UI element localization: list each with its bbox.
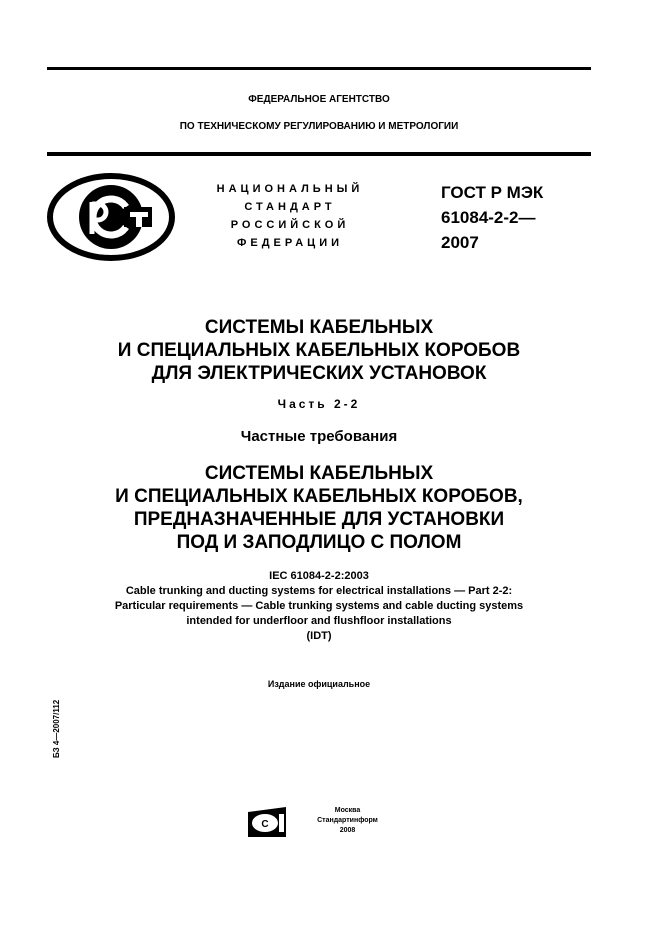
label-line: РОССИЙСКОЙ	[230, 219, 350, 231]
publisher-block	[300, 806, 395, 836]
designation-line: 61084-2-2—	[441, 208, 536, 227]
title-line: И СПЕЦИАЛЬНЫХ КАБЕЛЬНЫХ КОРОБОВ,	[115, 486, 523, 507]
part-label: Часть 2-2	[277, 397, 361, 411]
publisher-year: 2008	[339, 827, 356, 834]
top-rule	[47, 67, 591, 70]
agency-line-2: ПО ТЕХНИЧЕСКОМУ РЕГУЛИРОВАНИЮ И МЕТРОЛОГИИ	[179, 121, 459, 132]
title-line: ПОД И ЗАПОДЛИЦО С ПОЛОМ	[176, 532, 462, 553]
designation-line: 2007	[441, 233, 479, 252]
label-line: НАЦИОНАЛЬНЫЙ	[216, 183, 364, 195]
agency-line-1: ФЕДЕРАЛЬНОЕ АГЕНТСТВО	[248, 94, 390, 105]
title-line: СИСТЕМЫ КАБЕЛЬНЫХ	[204, 317, 434, 338]
subtitle: Частные требования	[240, 428, 398, 445]
designation-line: ГОСТ Р МЭК	[441, 183, 544, 202]
standard-designation	[441, 180, 543, 255]
iec-line: intended for underfloor and flushfloor installations	[186, 615, 452, 627]
iec-line: Cable trunking and ducting systems for electrical installations — Part 2-2:	[125, 585, 513, 597]
header-rule	[47, 152, 591, 156]
gost-r-logo-icon	[46, 172, 176, 262]
side-code: БЗ 4—2007/112	[52, 699, 61, 758]
main-title	[47, 316, 591, 385]
publisher-city: Москва	[334, 807, 361, 814]
publisher-name: Стандартинформ	[317, 817, 378, 824]
label-line: ФЕДЕРАЦИИ	[236, 237, 344, 249]
iec-ref: IEC 61084-2-2:2003	[269, 570, 369, 582]
title-line: СИСТЕМЫ КАБЕЛЬНЫХ	[204, 463, 434, 484]
svg-text:С: С	[261, 819, 269, 830]
iec-line: (IDT)	[306, 630, 332, 642]
edition-label: Издание официальное	[267, 679, 371, 689]
national-standard-label	[195, 180, 385, 252]
label-line: СТАНДАРТ	[244, 201, 336, 213]
subtitle-title	[47, 462, 591, 554]
iec-reference	[47, 569, 591, 644]
standartinform-logo-icon	[246, 806, 290, 839]
title-line: ДЛЯ ЭЛЕКТРИЧЕСКИХ УСТАНОВОК	[151, 363, 487, 384]
title-line: И СПЕЦИАЛЬНЫХ КАБЕЛЬНЫХ КОРОБОВ	[117, 340, 521, 361]
title-line: ПРЕДНАЗНАЧЕННЫЕ ДЛЯ УСТАНОВКИ	[133, 509, 505, 530]
iec-line: Particular requirements — Cable trunking systems and cable ducting systems	[114, 600, 524, 612]
